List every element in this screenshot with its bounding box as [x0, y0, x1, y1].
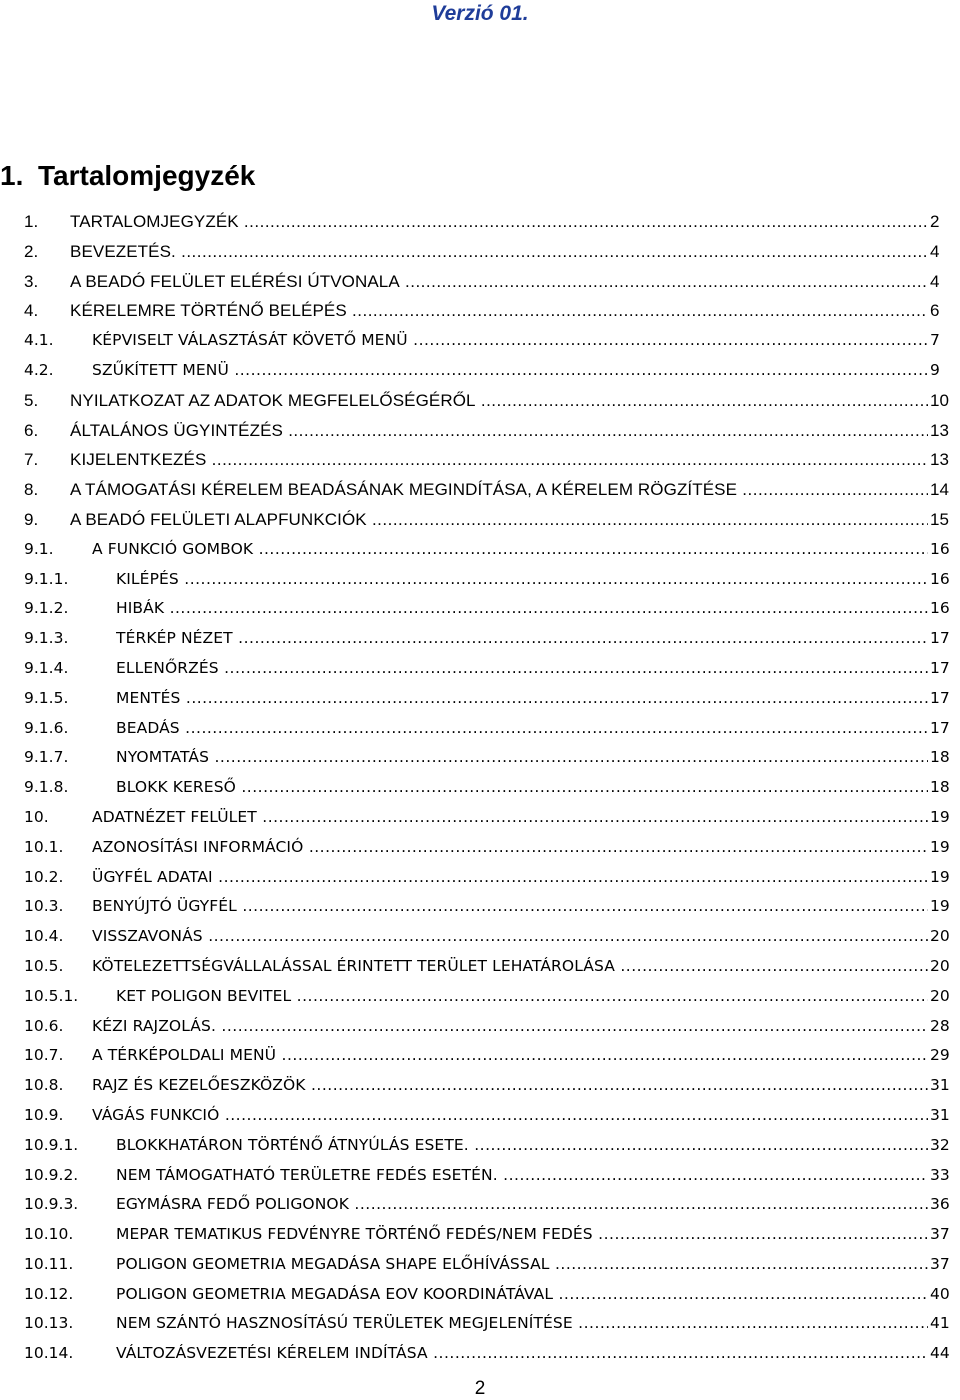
toc-entry-number: 10.11.	[24, 1254, 74, 1273]
toc-entry[interactable]	[0, 863, 960, 893]
toc-entry[interactable]	[0, 1041, 960, 1071]
toc-entry-title[interactable]: BLOKKHATÁRON TÖRTÉNŐ ÁTNYÚLÁS ESETE. .....	[116, 1131, 930, 1161]
toc-entry-page: 19	[928, 863, 960, 893]
toc-entry-page: 37	[928, 1250, 960, 1280]
toc-entry[interactable]	[0, 594, 960, 624]
toc-entry-page: 15	[928, 505, 960, 535]
toc-entry-number: 9.1.	[24, 539, 54, 558]
table-of-contents	[0, 207, 960, 1369]
toc-entry-number: 10.9.1.	[24, 1135, 79, 1154]
toc-entry-number: 4.	[24, 301, 39, 321]
toc-entry[interactable]	[0, 356, 960, 386]
toc-entry-page: 20	[928, 922, 960, 952]
toc-entry[interactable]	[0, 654, 960, 684]
toc-entry-title[interactable]: A BEADÓ FELÜLETI ALAPFUNKCIÓK .....	[70, 505, 930, 535]
toc-entry-number: 10.5.1.	[24, 986, 79, 1005]
toc-entry-number: 10.2.	[24, 867, 64, 886]
toc-entry[interactable]	[0, 1101, 960, 1131]
toc-entry-number: 10.1.	[24, 837, 64, 856]
version-label: Verzió 01.	[431, 2, 529, 25]
toc-entry-number: 10.12.	[24, 1284, 74, 1303]
toc-entry-page: 17	[928, 684, 960, 714]
toc-entry[interactable]	[0, 445, 960, 475]
toc-entry[interactable]	[0, 416, 960, 446]
toc-entry-title[interactable]: KILÉPÉS .....	[116, 565, 930, 595]
toc-entry-title[interactable]: KIJELENTKEZÉS .....	[70, 445, 930, 475]
toc-entry[interactable]	[0, 565, 960, 595]
toc-entry-number: 9.1.4.	[24, 658, 69, 677]
toc-entry-page: 17	[928, 654, 960, 684]
toc-entry-number: 10.9.	[24, 1105, 64, 1124]
toc-entry-title[interactable]: HIBÁK .....	[116, 594, 930, 624]
toc-entry-page: 28	[928, 1012, 960, 1042]
toc-entry-title[interactable]: MEPAR TEMATIKUS FEDVÉNYRE TÖRTÉNŐ FEDÉS/NEM FEDÉS .....	[116, 1220, 930, 1250]
toc-entry[interactable]	[0, 1071, 960, 1101]
toc-entry-page: 33	[928, 1161, 960, 1191]
toc-heading-number: 1.	[0, 160, 24, 191]
toc-entry-page: 13	[928, 445, 960, 475]
toc-entry-title[interactable]: BEVEZETÉS. .....	[70, 237, 930, 267]
toc-entry-page: 40	[928, 1280, 960, 1310]
toc-entry-number: 2.	[24, 241, 39, 261]
toc-entry[interactable]	[0, 833, 960, 863]
toc-entry-number: 9.1.2.	[24, 599, 69, 618]
toc-entry-title[interactable]: KÉRELEMRE TÖRTÉNŐ BELÉPÉS .....	[70, 296, 930, 326]
toc-entry[interactable]	[0, 1131, 960, 1161]
toc-entry-title[interactable]: A FUNKCIÓ GOMBOK .....	[92, 535, 930, 565]
toc-entry-page: 16	[928, 565, 960, 595]
toc-entry[interactable]	[0, 1250, 960, 1280]
toc-entry-title[interactable]: A TÁMOGATÁSI KÉRELEM BEADÁSÁNAK MEGINDÍTÁSA, A KÉRELEM RÖGZÍTÉSE .....	[70, 475, 930, 505]
toc-entry[interactable]	[0, 535, 960, 565]
toc-entry[interactable]	[0, 1190, 960, 1220]
toc-entry-page: 41	[928, 1309, 960, 1339]
toc-entry-title[interactable]: KÉZI RAJZOLÁS. .....	[92, 1012, 930, 1042]
toc-entry[interactable]	[0, 1161, 960, 1191]
toc-entry-number: 10.	[24, 807, 49, 826]
toc-entry-title[interactable]: VÁGÁS FUNKCIÓ .....	[92, 1101, 930, 1131]
toc-entry-page: 32	[928, 1131, 960, 1161]
toc-entry-number: 10.5.	[24, 956, 64, 975]
toc-entry-title[interactable]: KET POLIGON BEVITEL .....	[116, 982, 930, 1012]
toc-entry-number: 1.	[24, 212, 39, 231]
toc-entry-number: 10.10.	[24, 1225, 74, 1244]
toc-entry[interactable]	[0, 207, 960, 237]
toc-entry-title[interactable]: AZONOSÍTÁSI INFORMÁCIÓ .....	[92, 833, 930, 863]
toc-entry-title[interactable]: MENTÉS .....	[116, 684, 930, 714]
toc-entry-number: 10.4.	[24, 927, 64, 946]
toc-entry-page: 19	[928, 833, 960, 863]
toc-entry-page: 44	[928, 1339, 960, 1369]
toc-entry-number: 4.1.	[24, 331, 54, 350]
toc-entry-page: 6	[928, 296, 960, 326]
toc-entry-title[interactable]: ÁLTALÁNOS ÜGYINTÉZÉS .....	[70, 416, 930, 446]
toc-entry-page: 37	[928, 1220, 960, 1250]
toc-entry-page: 20	[928, 982, 960, 1012]
toc-entry-page: 36	[928, 1190, 960, 1220]
toc-entry[interactable]	[0, 326, 960, 356]
toc-entry-page: 7	[928, 326, 960, 356]
toc-entry-title[interactable]: ADATNÉZET FELÜLET .....	[92, 803, 930, 833]
toc-entry-title[interactable]: RAJZ ÉS KEZELŐESZKÖZÖK .....	[92, 1071, 930, 1101]
toc-entry-page: 17	[928, 714, 960, 744]
toc-entry-number: 9.1.1.	[24, 569, 69, 588]
toc-entry-number: 10.8.	[24, 1076, 64, 1095]
toc-entry-page: 9	[928, 356, 960, 386]
toc-entry[interactable]	[0, 922, 960, 952]
toc-entry-title[interactable]: TÉRKÉP NÉZET .....	[116, 624, 930, 654]
toc-heading-title: Tartalomjegyzék	[38, 160, 256, 191]
toc-entry-title[interactable]: ELLENŐRZÉS .....	[116, 654, 930, 684]
toc-entry-number: 6.	[24, 420, 39, 440]
toc-entry-number: 3.	[24, 271, 39, 291]
toc-entry-title[interactable]: NYILATKOZAT AZ ADATOK MEGFELELŐSÉGÉRŐL .....	[70, 386, 930, 416]
toc-entry[interactable]	[0, 714, 960, 744]
toc-entry-page: 18	[928, 743, 960, 773]
toc-entry[interactable]	[0, 773, 960, 803]
toc-entry-number: 10.6.	[24, 1016, 64, 1035]
toc-entry[interactable]	[0, 684, 960, 714]
toc-entry[interactable]	[0, 1220, 960, 1250]
toc-entry[interactable]	[0, 952, 960, 982]
toc-entry-title[interactable]: A BEADÓ FELÜLET ELÉRÉSI ÚTVONALA .....	[70, 267, 930, 297]
toc-entry[interactable]	[0, 803, 960, 833]
toc-entry[interactable]	[0, 475, 960, 505]
toc-entry-title[interactable]: TARTALOMJEGYZÉK .....	[70, 207, 930, 237]
toc-entry-page: 29	[928, 1041, 960, 1071]
toc-entry[interactable]	[0, 386, 960, 416]
toc-entry[interactable]	[0, 982, 960, 1012]
toc-entry-page: 16	[928, 535, 960, 565]
toc-entry-number: 9.1.6.	[24, 718, 69, 737]
toc-entry-number: 10.9.3.	[24, 1195, 79, 1214]
toc-entry-page: 14	[928, 475, 960, 505]
toc-entry-title[interactable]: NEM TÁMOGATHATÓ TERÜLETRE FEDÉS ESETÉN. .....	[116, 1161, 930, 1191]
toc-entry-title[interactable]: EGYMÁSRA FEDŐ POLIGONOK .....	[116, 1190, 930, 1220]
toc-entry-number: 4.2.	[24, 360, 54, 379]
toc-entry-page: 20	[928, 952, 960, 982]
toc-entry-title[interactable]: A TÉRKÉPOLDALI MENÜ .....	[92, 1041, 930, 1071]
toc-entry-title[interactable]: NEM SZÁNTÓ HASZNOSÍTÁSÚ TERÜLETEK MEGJELENÍTÉSE .....	[116, 1309, 930, 1339]
toc-entry[interactable]	[0, 267, 960, 297]
toc-entry-number: 9.	[24, 509, 39, 529]
toc-entry-page: 16	[928, 594, 960, 624]
page-number: 2	[474, 1378, 486, 1399]
toc-entry-number: 10.7.	[24, 1046, 64, 1065]
toc-entry-title[interactable]: SZŰKÍTETT MENÜ .....	[92, 356, 930, 386]
toc-entry-page: 2	[928, 207, 960, 237]
toc-entry[interactable]	[0, 1012, 960, 1042]
toc-entry-number: 9.1.5.	[24, 688, 69, 707]
toc-entry-title[interactable]: KÖTELEZETTSÉGVÁLLALÁSSAL ÉRINTETT TERÜLET LEHATÁROLÁSA .....	[92, 952, 930, 982]
toc-entry[interactable]	[0, 743, 960, 773]
toc-entry-page: 17	[928, 624, 960, 654]
toc-entry[interactable]	[0, 1309, 960, 1339]
toc-entry-title[interactable]: KÉPVISELT VÁLASZTÁSÁT KÖVETŐ MENÜ .....	[92, 326, 930, 356]
toc-entry[interactable]	[0, 237, 960, 267]
toc-entry-title[interactable]: POLIGON GEOMETRIA MEGADÁSA EOV KOORDINÁTÁVAL .....	[116, 1280, 930, 1310]
toc-entry[interactable]	[0, 1280, 960, 1310]
toc-entry-number: 9.1.7.	[24, 748, 69, 767]
toc-entry-title[interactable]: VISSZAVONÁS .....	[92, 922, 930, 952]
toc-entry[interactable]	[0, 1339, 960, 1369]
toc-entry-number: 9.1.3.	[24, 629, 69, 648]
toc-entry-page: 4	[928, 267, 960, 297]
toc-entry-number: 10.3.	[24, 897, 64, 916]
toc-entry-page: 10	[928, 386, 960, 416]
toc-entry-page: 18	[928, 773, 960, 803]
toc-entry-title[interactable]: NYOMTATÁS .....	[116, 743, 930, 773]
toc-entry-title[interactable]: ÜGYFÉL ADATAI .....	[92, 863, 930, 893]
toc-entry-title[interactable]: BENYÚJTÓ ÜGYFÉL .....	[92, 892, 930, 922]
toc-entry-number: 10.13.	[24, 1314, 74, 1333]
toc-entry-page: 13	[928, 416, 960, 446]
toc-entry-page: 19	[928, 803, 960, 833]
toc-entry-page: 31	[928, 1101, 960, 1131]
toc-entry-number: 9.1.8.	[24, 778, 69, 797]
toc-entry[interactable]	[0, 892, 960, 922]
toc-entry-number: 7.	[24, 450, 39, 470]
toc-entry[interactable]	[0, 505, 960, 535]
toc-heading	[0, 160, 255, 192]
toc-entry-title[interactable]: VÁLTOZÁSVEZETÉSI KÉRELEM INDÍTÁSA .....	[116, 1339, 930, 1369]
toc-entry-page: 31	[928, 1071, 960, 1101]
toc-entry-title[interactable]: BLOKK KERESŐ .....	[116, 773, 930, 803]
toc-entry-title[interactable]: BEADÁS .....	[116, 714, 930, 744]
toc-entry-number: 10.14.	[24, 1344, 74, 1363]
toc-entry-number: 8.	[24, 480, 39, 500]
toc-entry-number: 5.	[24, 390, 39, 410]
toc-entry-number: 10.9.2.	[24, 1165, 79, 1184]
toc-entry[interactable]	[0, 624, 960, 654]
toc-entry-title[interactable]: POLIGON GEOMETRIA MEGADÁSA SHAPE ELŐHÍVÁSSAL .....	[116, 1250, 930, 1280]
toc-entry[interactable]	[0, 296, 960, 326]
toc-entry-page: 4	[928, 237, 960, 267]
toc-entry-page: 19	[928, 892, 960, 922]
